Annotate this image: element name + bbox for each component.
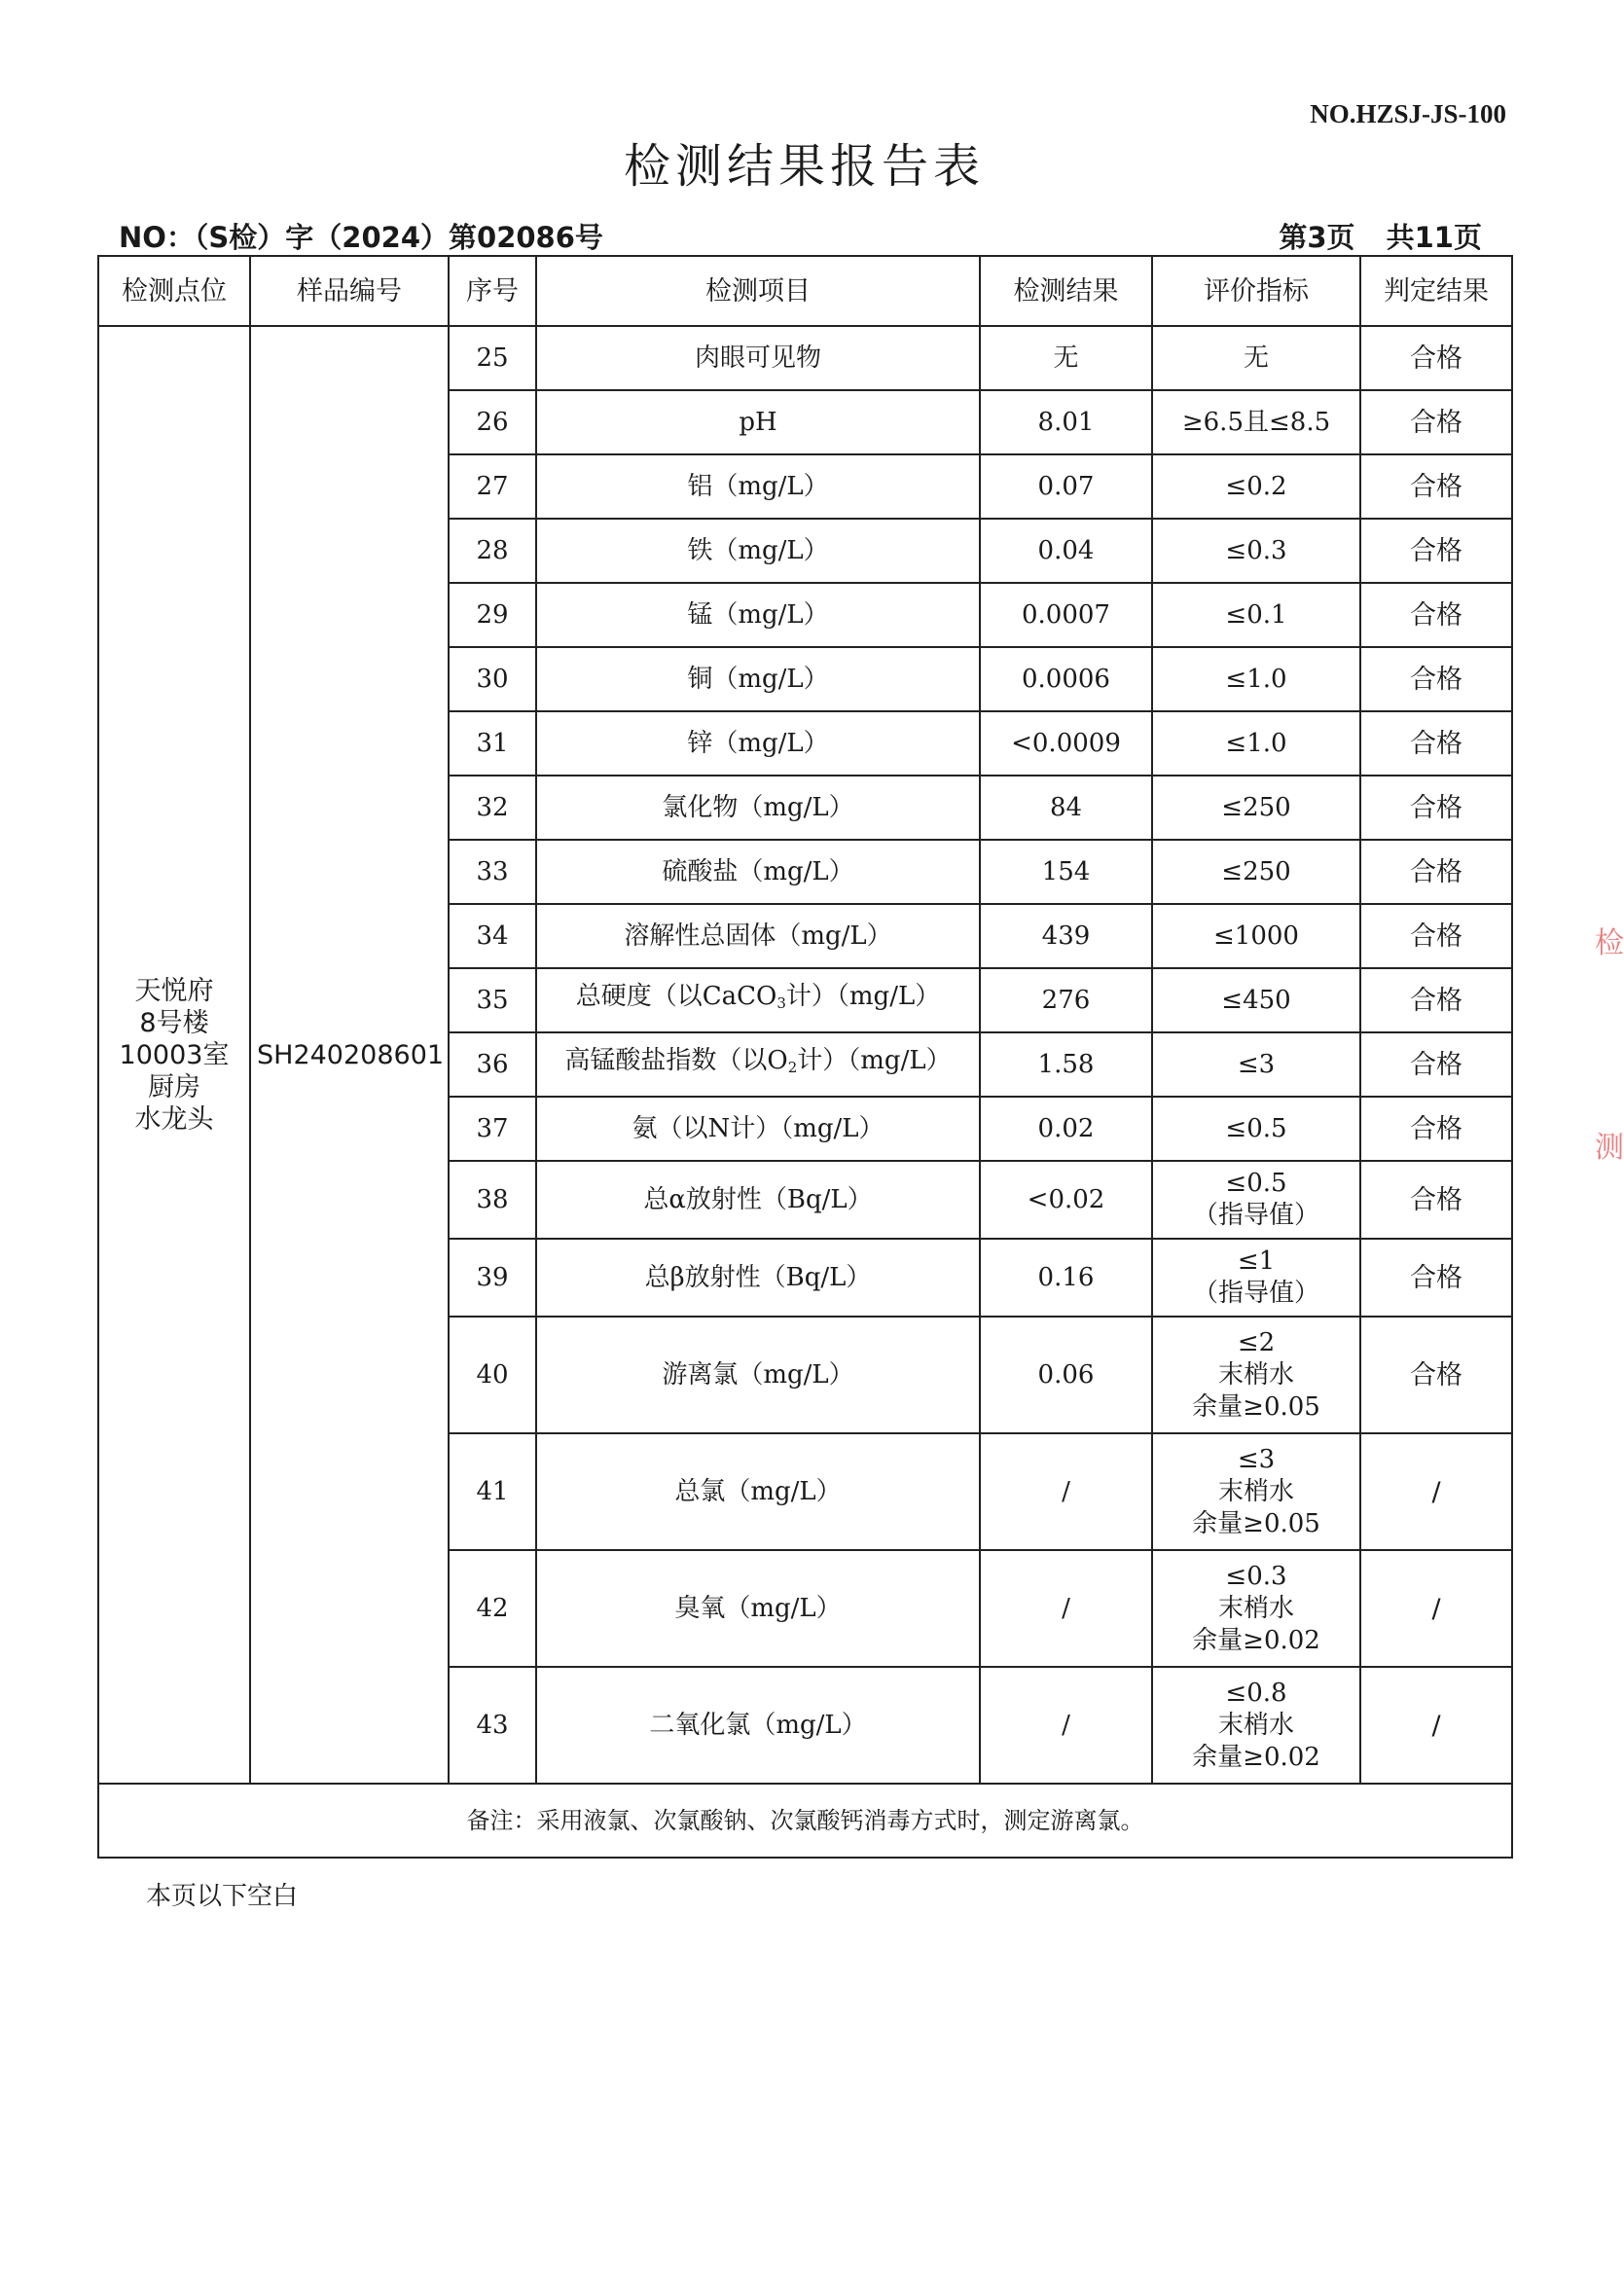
location-cell: [98, 326, 250, 1784]
test-item-text: 计）（mg/L）: [785, 982, 941, 1011]
row-number: 26: [449, 390, 536, 454]
evaluation-standard: ≤0.3: [1152, 519, 1360, 583]
test-item: 溶解性总固体（mg/L）: [536, 904, 980, 968]
row-number: 35: [449, 968, 536, 1032]
test-item-text: 高锰酸盐指数（以O: [564, 1046, 788, 1075]
row-number: 33: [449, 840, 536, 904]
column-header: 检测结果: [980, 256, 1152, 326]
judgment-result: 合格: [1360, 711, 1512, 776]
column-header: 检测点位: [98, 256, 250, 326]
test-item-text: 计）（mg/L）: [797, 1046, 952, 1075]
judgment-result: 合格: [1360, 647, 1512, 711]
test-item: 锰（mg/L）: [536, 583, 980, 647]
evaluation-standard: ≤3 末梢水 余量≥0.05: [1152, 1433, 1360, 1550]
judgment-result: 合格: [1360, 968, 1512, 1032]
test-result: 0.06: [980, 1317, 1152, 1433]
judgment-result: 合格: [1360, 1032, 1512, 1097]
row-number: 37: [449, 1097, 536, 1161]
test-result: <0.0009: [980, 711, 1152, 776]
judgment-result: 合格: [1360, 1317, 1512, 1433]
test-result: 无: [980, 326, 1152, 390]
test-result: 0.0007: [980, 583, 1152, 647]
results-table: [97, 255, 1513, 1859]
row-number: 34: [449, 904, 536, 968]
form-number: NO.HZSJ-JS-100: [1310, 99, 1506, 128]
test-result: <0.02: [980, 1161, 1152, 1239]
row-number: 31: [449, 711, 536, 776]
test-item: 铁（mg/L）: [536, 519, 980, 583]
evaluation-standard: 无: [1152, 326, 1360, 390]
seal-stamp-fragment: 测: [1595, 1131, 1624, 1165]
row-number: 28: [449, 519, 536, 583]
row-number: 38: [449, 1161, 536, 1239]
test-result: /: [980, 1667, 1152, 1784]
evaluation-standard: ≤250: [1152, 776, 1360, 840]
test-result: 1.58: [980, 1032, 1152, 1097]
row-number: 36: [449, 1032, 536, 1097]
test-result: 0.04: [980, 519, 1152, 583]
column-header: 序号: [449, 256, 536, 326]
page-indicator: 第3页 共11页: [1279, 221, 1482, 254]
table-header-row: [98, 256, 1512, 326]
test-item: 总α放射性（Bq/L）: [536, 1161, 980, 1239]
blank-below-note: 本页以下空白: [146, 1882, 299, 1911]
report-title: 检测结果报告表: [623, 139, 985, 194]
test-item: 游离氯（mg/L）: [536, 1317, 980, 1433]
row-number: 27: [449, 454, 536, 519]
row-number: 43: [449, 1667, 536, 1784]
column-header: 样品编号: [250, 256, 449, 326]
row-number: 25: [449, 326, 536, 390]
table-body: [98, 326, 1512, 1858]
evaluation-standard: ≤450: [1152, 968, 1360, 1032]
test-result: 8.01: [980, 390, 1152, 454]
test-item: 铜（mg/L）: [536, 647, 980, 711]
column-header: 评价指标: [1152, 256, 1360, 326]
evaluation-standard: ≤250: [1152, 840, 1360, 904]
row-number: 29: [449, 583, 536, 647]
judgment-result: /: [1360, 1550, 1512, 1667]
row-number: 42: [449, 1550, 536, 1667]
judgment-result: 合格: [1360, 454, 1512, 519]
test-item: 铝（mg/L）: [536, 454, 980, 519]
evaluation-standard: ≤0.8 末梢水 余量≥0.02: [1152, 1667, 1360, 1784]
test-item-text: 总硬度（以CaCO: [575, 982, 777, 1011]
judgment-result: 合格: [1360, 840, 1512, 904]
test-item: 氯化物（mg/L）: [536, 776, 980, 840]
subscript: 3: [776, 994, 786, 1012]
report-number: NO：（S检）字（2024）第02086号: [119, 221, 603, 254]
test-item: 锌（mg/L）: [536, 711, 980, 776]
test-item: 臭氧（mg/L）: [536, 1550, 980, 1667]
test-item: pH: [536, 390, 980, 454]
row-number: 39: [449, 1239, 536, 1317]
row-number: 30: [449, 647, 536, 711]
judgment-result: 合格: [1360, 904, 1512, 968]
evaluation-standard: ≤1000: [1152, 904, 1360, 968]
test-item: 肉眼可见物: [536, 326, 980, 390]
location-line: 厨房: [148, 1071, 200, 1102]
test-result: /: [980, 1550, 1152, 1667]
test-item: 总β放射性（Bq/L）: [536, 1239, 980, 1317]
test-item: 硫酸盐（mg/L）: [536, 840, 980, 904]
evaluation-standard: ≤0.2: [1152, 454, 1360, 519]
test-item: [536, 1032, 980, 1097]
test-result: 0.0006: [980, 647, 1152, 711]
judgment-result: 合格: [1360, 1161, 1512, 1239]
evaluation-standard: ≤0.5 （指导值）: [1152, 1161, 1360, 1239]
judgment-result: 合格: [1360, 776, 1512, 840]
row-number: 32: [449, 776, 536, 840]
row-number: 40: [449, 1317, 536, 1433]
judgment-result: 合格: [1360, 1239, 1512, 1317]
evaluation-standard: ≤0.1: [1152, 583, 1360, 647]
judgment-result: 合格: [1360, 326, 1512, 390]
test-item: 二氧化氯（mg/L）: [536, 1667, 980, 1784]
judgment-result: 合格: [1360, 583, 1512, 647]
evaluation-standard: ≤3: [1152, 1032, 1360, 1097]
test-result: 0.02: [980, 1097, 1152, 1161]
test-result: 0.16: [980, 1239, 1152, 1317]
test-result: 84: [980, 776, 1152, 840]
test-item: [536, 968, 980, 1032]
evaluation-standard: ≤0.3 末梢水 余量≥0.02: [1152, 1550, 1360, 1667]
test-item: 总氯（mg/L）: [536, 1433, 980, 1550]
column-header: 判定结果: [1360, 256, 1512, 326]
test-result: 439: [980, 904, 1152, 968]
judgment-result: /: [1360, 1433, 1512, 1550]
location-line: 8号楼: [139, 1007, 209, 1038]
table-row: [98, 326, 1512, 390]
note-text: 备注：采用液氯、次氯酸钠、次氯酸钙消毒方式时，测定游离氯。: [98, 1784, 1512, 1858]
evaluation-standard: ≤0.5: [1152, 1097, 1360, 1161]
evaluation-standard: ≤2 末梢水 余量≥0.05: [1152, 1317, 1360, 1433]
test-result: 0.07: [980, 454, 1152, 519]
row-number: 41: [449, 1433, 536, 1550]
judgment-result: 合格: [1360, 519, 1512, 583]
subscript: 2: [787, 1059, 798, 1076]
location-line: 天悦府: [134, 975, 214, 1006]
test-result: 276: [980, 968, 1152, 1032]
sample-id-cell: SH240208601: [250, 326, 449, 1784]
evaluation-standard: ≤1.0: [1152, 647, 1360, 711]
test-result: /: [980, 1433, 1152, 1550]
seal-stamp-fragment: 检: [1595, 926, 1624, 960]
location-line: 10003室: [119, 1039, 230, 1070]
column-header: 检测项目: [536, 256, 980, 326]
evaluation-standard: ≤1.0: [1152, 711, 1360, 776]
evaluation-standard: ≤1 （指导值）: [1152, 1239, 1360, 1317]
judgment-result: 合格: [1360, 1097, 1512, 1161]
evaluation-standard: ≥6.5且≤8.5: [1152, 390, 1360, 454]
judgment-result: /: [1360, 1667, 1512, 1784]
location-line: 水龙头: [134, 1103, 214, 1135]
note-row: [98, 1784, 1512, 1858]
test-result: 154: [980, 840, 1152, 904]
judgment-result: 合格: [1360, 390, 1512, 454]
test-item: 氨（以N计）（mg/L）: [536, 1097, 980, 1161]
